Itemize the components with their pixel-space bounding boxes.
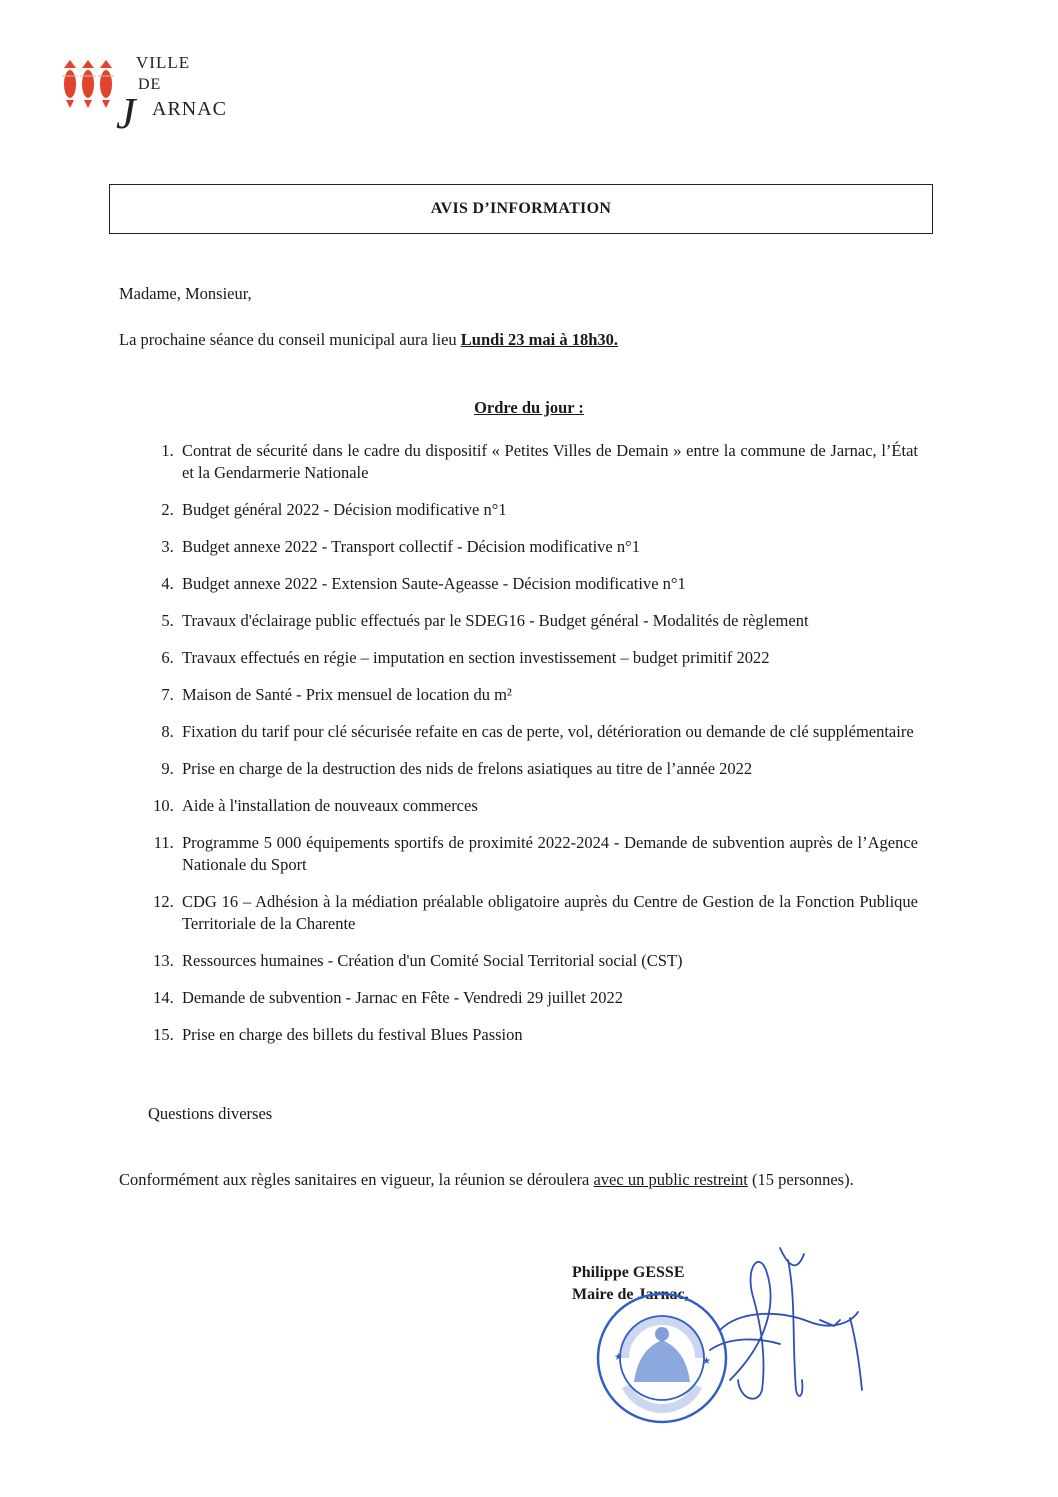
- agenda-item-text: Prise en charge des billets du festival Blues Passion: [182, 1025, 523, 1044]
- signatory-name: Philippe GESSE: [572, 1264, 685, 1281]
- agenda-item-text: CDG 16 – Adhésion à la médiation préalable obligatoire auprès du Centre de Gestion de la Fonction Publique Territoriale de la Charente: [182, 892, 918, 933]
- handwritten-signature: [700, 1240, 870, 1410]
- agenda-item: [136, 1024, 918, 1046]
- agenda-item-text: Maison de Santé - Prix mensuel de location du m²: [182, 685, 512, 704]
- agenda-item-text: Fixation du tarif pour clé sécurisée refaite en cas de perte, vol, détérioration ou demande de clé supplémentaire: [182, 722, 914, 741]
- town-logo: [58, 48, 228, 138]
- agenda-item-number: 11.: [153, 833, 174, 852]
- agenda-item-text: Ressources humaines - Création d'un Comité Social Territorial social (CST): [182, 951, 683, 970]
- svg-text:★: ★: [702, 1356, 711, 1367]
- agenda-item: [136, 795, 918, 817]
- agenda-item-number: 10.: [153, 796, 174, 815]
- agenda-item-text: Travaux effectués en régie – imputation en section investissement – budget primitif 2022: [182, 648, 770, 667]
- questions-diverses: Questions diverses: [148, 1104, 273, 1123]
- agenda-item: [136, 536, 918, 558]
- notice-title: AVIS D’INFORMATION: [109, 184, 933, 234]
- svg-text:★: ★: [614, 1352, 623, 1363]
- agenda-item-number: 14.: [153, 988, 174, 1007]
- agenda-item-number: 13.: [153, 951, 174, 970]
- agenda-item-number: 9.: [161, 759, 174, 778]
- agenda-item-number: 5.: [161, 611, 174, 630]
- greeting: Madame, Monsieur,: [119, 284, 252, 303]
- agenda-item-number: 8.: [161, 722, 174, 741]
- agenda-item: [136, 950, 918, 972]
- agenda-item: [136, 610, 918, 632]
- intro-paragraph: [119, 329, 618, 351]
- agenda-item-text: Contrat de sécurité dans le cadre du dispositif « Petites Villes de Demain » entre la commune de Jarnac, l’État et la Gendarmerie Nationale: [182, 441, 918, 482]
- agenda-item: [136, 440, 918, 484]
- closing-text-emphasis: avec un public restreint: [593, 1170, 748, 1189]
- agenda-item-number: 4.: [161, 574, 174, 593]
- closing-text-c: (15 personnes).: [747, 1170, 854, 1189]
- agenda-item-text: Programme 5 000 équipements sportifs de proximité 2022-2024 - Demande de subvention auprès de l’Agence Nationale du Sport: [182, 833, 918, 874]
- agenda-item-text: Budget général 2022 - Décision modificative n°1: [182, 500, 507, 519]
- agenda-item-text: Demande de subvention - Jarnac en Fête - Vendredi 29 juillet 2022: [182, 988, 623, 1007]
- agenda-item-text: Budget annexe 2022 - Extension Saute-Ageasse - Décision modificative n°1: [182, 574, 686, 593]
- logo-line-de: DE: [138, 76, 162, 93]
- agenda-item: [136, 684, 918, 706]
- agenda-item-number: 15.: [153, 1025, 174, 1044]
- agenda-item: [136, 832, 918, 876]
- logo-line-ville: VILLE: [136, 53, 191, 72]
- agenda-item-text: Travaux d'éclairage public effectués par le SDEG16 - Budget général - Modalités de règlement: [182, 611, 809, 630]
- agenda-item-text: Prise en charge de la destruction des nids de frelons asiatiques au titre de l’année 2022: [182, 759, 753, 778]
- agenda-list: [136, 440, 918, 1061]
- agenda-item: [136, 573, 918, 595]
- agenda-title: Ordre du jour :: [474, 398, 584, 417]
- agenda-item: [136, 647, 918, 669]
- agenda-item-number: 2.: [161, 500, 174, 519]
- agenda-item-text: Aide à l'installation de nouveaux commerces: [182, 796, 478, 815]
- intro-text: La prochaine séance du conseil municipal aura lieu: [119, 330, 461, 349]
- agenda-item-number: 6.: [161, 648, 174, 667]
- agenda-item: [136, 721, 918, 743]
- agenda-item-number: 7.: [161, 685, 174, 704]
- closing-text-a: Conformément aux règles sanitaires en vigueur, la réunion se déroulera: [119, 1170, 594, 1189]
- agenda-item-number: 12.: [153, 892, 174, 911]
- agenda-item: [136, 758, 918, 780]
- fish-emblem-icon: [58, 54, 118, 114]
- agenda-item: [136, 499, 918, 521]
- agenda-item: [136, 891, 918, 935]
- agenda-item-number: 3.: [161, 537, 174, 556]
- agenda-item: [136, 987, 918, 1009]
- agenda-item-number: 1.: [161, 441, 174, 460]
- logo-initial: J: [116, 89, 136, 138]
- logo-line-jarnac: ARNAC: [152, 98, 228, 120]
- signatory-title: Maire de Jarnac,: [572, 1286, 689, 1303]
- agenda-item-text: Budget annexe 2022 - Transport collectif - Décision modificative n°1: [182, 537, 640, 556]
- closing-paragraph: [119, 1169, 924, 1191]
- meeting-date: Lundi 23 mai à 18h30.: [460, 330, 619, 349]
